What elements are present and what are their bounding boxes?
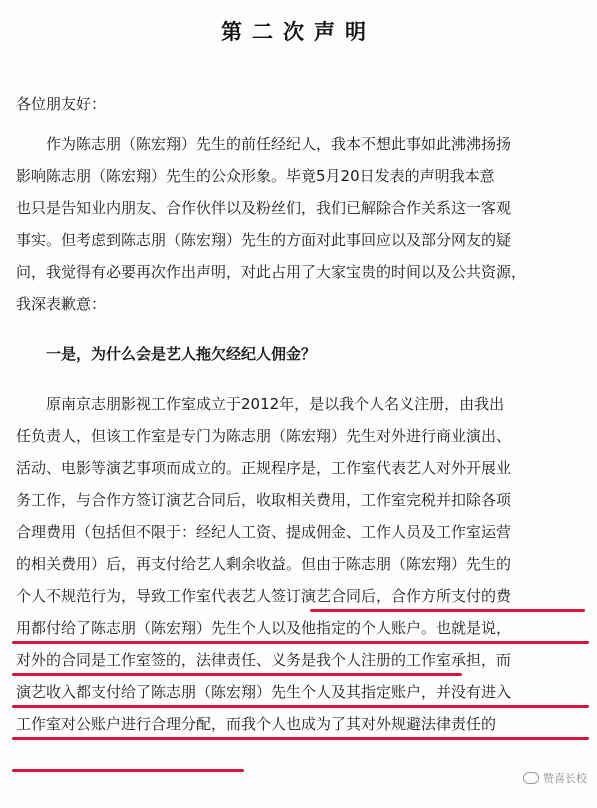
- red-underline: [12, 769, 244, 772]
- greeting: 各位朋友好：: [16, 95, 107, 113]
- paragraph-line: 对外的合同是工作室签的，法律责任、义务是我个人注册的工作室承担，而: [16, 651, 512, 669]
- paragraph-line: 问，我觉得有必要再次作出声明，对此占用了大家宝贵的时间以及公共资源，: [16, 263, 527, 281]
- red-underline: [12, 705, 589, 708]
- paragraph-line: 影响陈志朋（陈宏翔）先生的公众形象。毕竟5月20日发表的声明我本意: [16, 167, 495, 185]
- paragraph-line: 原南京志朋影视工作室成立于2012年，是以我个人名义注册，由我出: [46, 395, 505, 413]
- paragraph-line: 也只是告知业内朋友、合作伙伴以及粉丝们，我们已解除合作关系这一客观: [16, 199, 512, 217]
- paragraph-line: 事实。但考虑到陈志朋（陈宏翔）先生的方面对此事回应以及部分网友的疑: [16, 231, 512, 249]
- paragraph-line: 用都付给了陈志朋（陈宏翔）先生个人以及他指定的个人账户。也就是说，: [16, 619, 512, 637]
- paragraph-line: 工作室对公账户进行合理分配，而我个人也成为了其对外规避法律责任的: [16, 715, 497, 733]
- red-underline: [12, 737, 589, 740]
- paragraph-line: 演艺收入都支付给了陈志朋（陈宏翔）先生个人及其指定账户，并没有进入: [16, 683, 512, 701]
- paragraph-line: 我深表歉意：: [16, 295, 107, 313]
- red-underline: [12, 673, 462, 676]
- document-title: 第二次声明: [221, 19, 376, 44]
- watermark: [523, 770, 587, 786]
- paragraph-line: 务工作，与合作方签订演艺合同后，收取相关费用，工作室完税并扣除各项: [16, 491, 512, 509]
- red-underline: [310, 609, 585, 612]
- paragraph-line: 任负责人，但该工作室是专门为陈志朋（陈宏翔）先生对外进行商业演出、: [16, 427, 512, 445]
- wechat-icon: [523, 772, 539, 784]
- paragraph-line: 合理费用（包括但不限于：经纪人工资、提成佣金、工作人员及工作室运营: [16, 523, 512, 541]
- paragraph-line: 作为陈志朋（陈宏翔）先生的前任经纪人，我本不想此事如此沸沸扬扬: [46, 135, 512, 153]
- watermark-text: 赞喜长校: [543, 772, 587, 785]
- paragraph-line: 个人不规范行为，导致工作室代表艺人签订演艺合同后，合作方所支付的费: [16, 587, 512, 605]
- paragraph-line: 的相关费用）后，再支付给艺人剩余收益。但由于陈志朋（陈宏翔）先生的: [16, 555, 512, 573]
- paragraph-line: 活动、电影等演艺事项而成立的。正规程序是，工作室代表艺人对外开展业: [16, 459, 512, 477]
- red-underline: [12, 641, 589, 644]
- section-heading: 一是，为什么会是艺人拖欠经纪人佣金？: [46, 345, 317, 363]
